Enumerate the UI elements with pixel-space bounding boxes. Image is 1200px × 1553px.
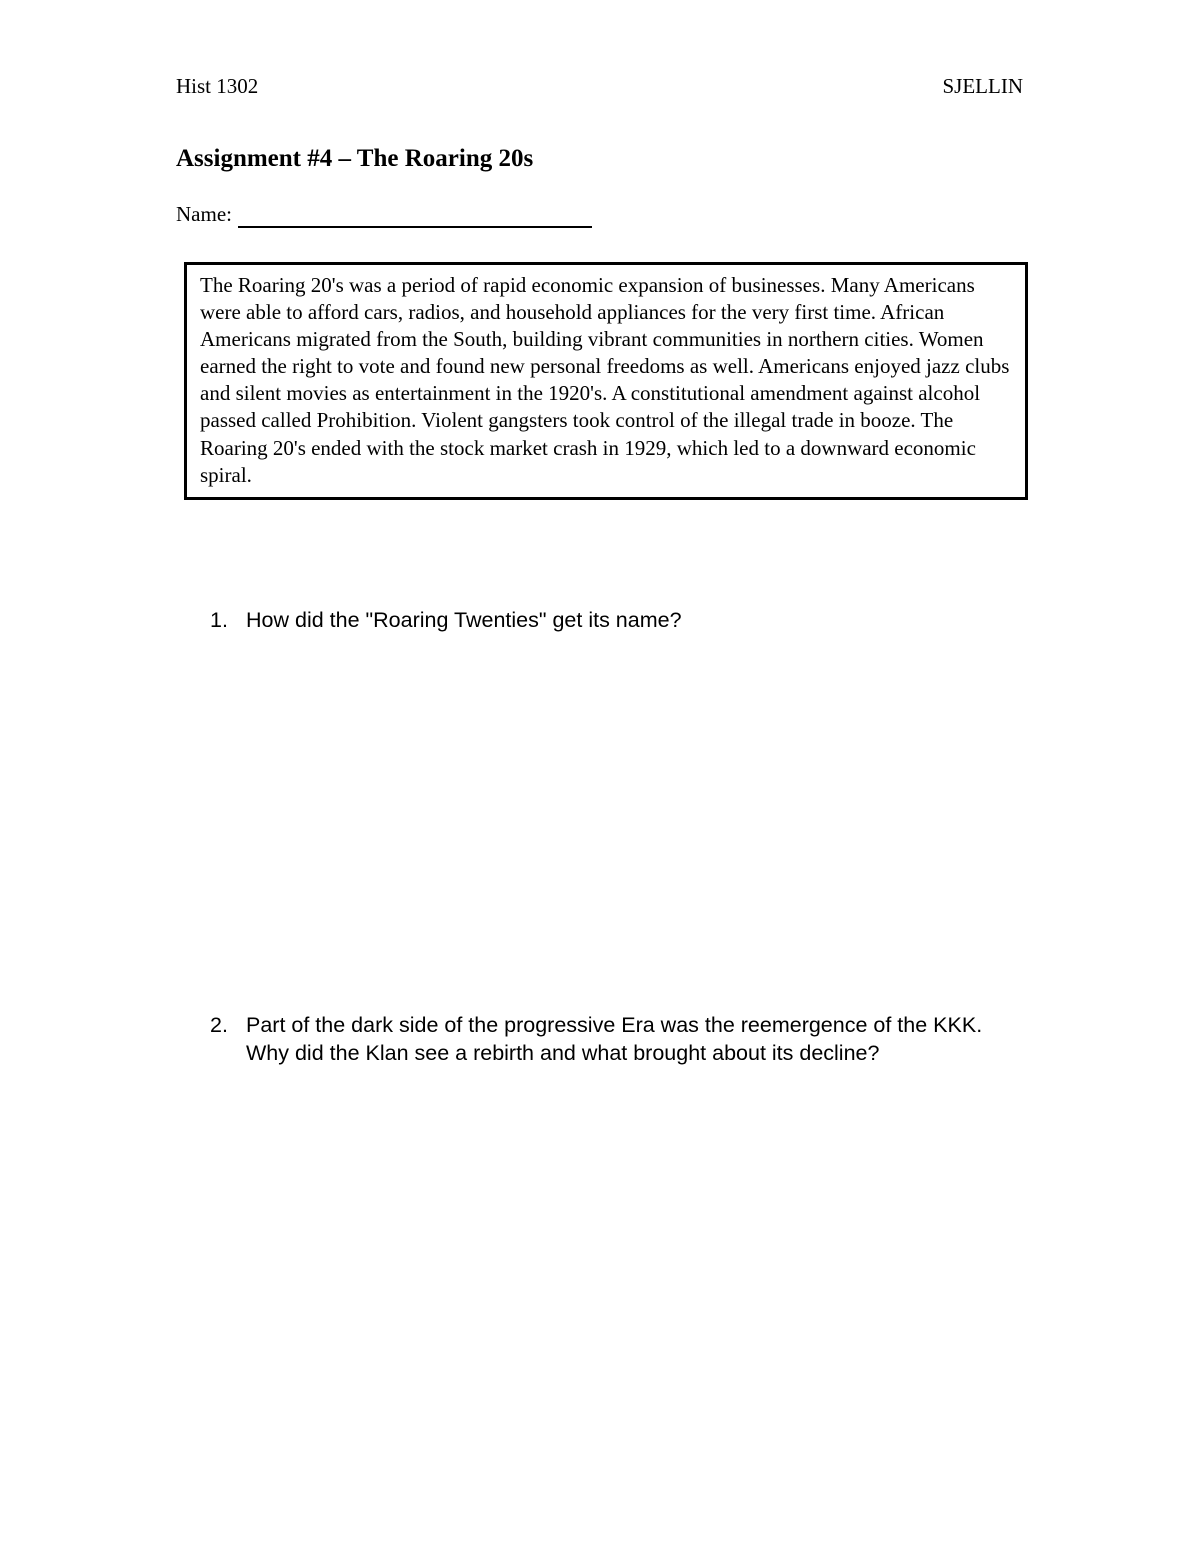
question-number: 2.	[210, 1013, 228, 1037]
name-blank-line[interactable]	[238, 202, 592, 228]
instructor-name: SJELLIN	[942, 74, 1023, 98]
name-field-row	[176, 200, 592, 228]
intro-text-box	[184, 262, 1028, 500]
assignment-title: Assignment #4 – The Roaring 20s	[176, 145, 534, 172]
question-2	[210, 1011, 1020, 1067]
intro-paragraph: The Roaring 20's was a period of rapid economic expansion of businesses. Many Americans were able to afford cars, radios, and household appliances for the very first time. African Americans migrated from the South, building vibrant communities in northern cities. Women earned the right to vote and found new personal freedoms as well. Americans enjoyed jazz clubs and silent movies as entertainment in the 1920's. A constitutional amendment against alcohol passed called Prohibition. Violent gangsters took control of the illegal trade in booze. The Roaring 20's ended with the stock market crash in 1929, which led to a downward economic spiral.	[200, 273, 1010, 487]
name-label: Name:	[176, 202, 232, 226]
question-number: 1.	[210, 608, 228, 632]
question-text: How did the "Roaring Twenties" get its name?	[246, 608, 682, 632]
course-code: Hist 1302	[176, 74, 259, 98]
question-text: Part of the dark side of the progressive Era was the reemergence of the KKK. Why did the Klan see a rebirth and what brought about its decline?	[246, 1013, 983, 1065]
question-1	[210, 606, 1020, 634]
